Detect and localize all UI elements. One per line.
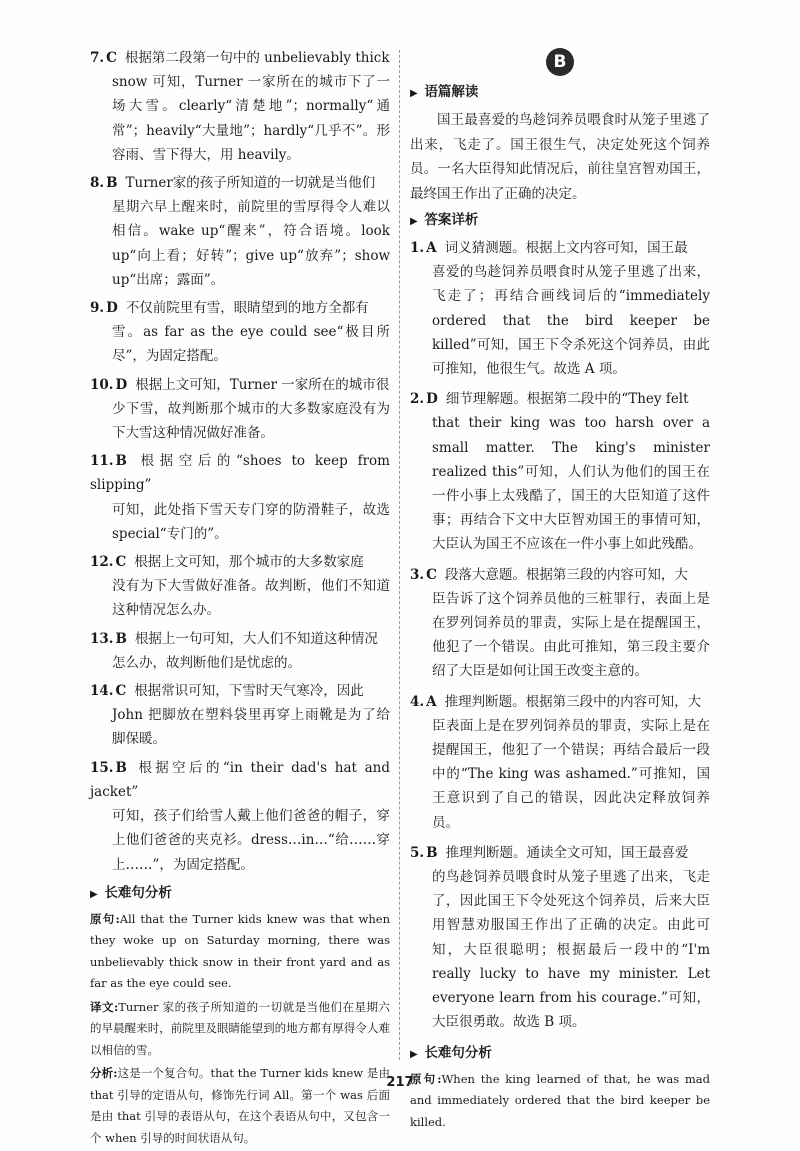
item-text-first: 细节理解题。根据第二段中的“They felt xyxy=(445,391,689,408)
item-text-rest: that their king was too harsh over a small matter. The king's minister realized this”可知，人们认为他们的国王在一件小事上太残酷了，国王的大臣知道了这件事；再结合下文中大臣智劝国王的事情可知，大臣认为国王不应该在一件小事上如此残酷。 xyxy=(432,415,710,553)
item-text-first: 根据空后的“shoes to keep from slipping” xyxy=(90,453,390,494)
item-text-rest: 的鸟趁饲养员喂食时从笼子里逃了出来，飞走了，因此国王下令处死这个饲养员，后来大臣用智慧劝服国王作出了正确的决定。由此可知，大臣很聪明；根据最后一段中的“I'm really lucky to have my minister. Let everyone learn from his courage.”可知，大臣很勇敢。故选 B 项。 xyxy=(432,869,710,1031)
column-divider xyxy=(399,50,400,1060)
item-text-first: 根据常识可知，下雪时天气寒冷，因此 xyxy=(134,683,364,700)
item-number: 4. xyxy=(410,693,425,710)
answer-item xyxy=(90,46,390,167)
item-number: 1. xyxy=(410,240,425,256)
item-text-rest: 可知，此处指下雪天专门穿的防滑鞋子，故选 special“专门的”。 xyxy=(112,501,390,542)
item-text-rest: 怎么办，故判断他们是忧虑的。 xyxy=(112,654,301,671)
item-number: 10. xyxy=(90,376,114,393)
item-number: 2. xyxy=(410,391,425,408)
item-number: 15. xyxy=(90,759,114,776)
right-analysis-heading: ▶ 长难句分析 xyxy=(410,1044,492,1061)
item-answer: B xyxy=(115,453,127,470)
left-original-sentence: 原句:All that the Turner kids knew was that when they woke up on Saturday morning, there was unbelievably thick snow in their front yard and as far as the eye could see. xyxy=(90,911,391,991)
item-text-rest: 雪。as far as the eye could see“极目所尽”，为固定搭配。 xyxy=(112,324,390,365)
left-answer-list xyxy=(90,46,390,877)
item-text-first: 不仅前院里有雪，眼睛望到的地方全都有 xyxy=(125,300,369,317)
item-answer: C xyxy=(426,566,437,583)
item-text-rest: 喜爱的鸟趁饲养员喂食时从笼子里逃了出来，飞走了；再结合画线词后的“immediately ordered that the bird keeper be killed”可知，国王下令杀死这个饲养员，由此可推知，他很生气。故选 A 项。 xyxy=(432,264,710,378)
item-text-rest: 臣表面上是在罗列饲养员的罪责，实际上是在提醒国王，他犯了一个错误；再结合最后一段中的“The king was ashamed.”可推知，国王意识到了自己的错误，因此决定释放饲养员。 xyxy=(432,717,710,831)
answer-item xyxy=(410,841,710,1035)
right-column xyxy=(410,46,710,1135)
arrow-bullet-icon: ▶ xyxy=(410,1048,418,1060)
passage-heading: ▶ 语篇解读 xyxy=(410,84,479,100)
item-text-first: 根据上一句可知，大人们不知道这种情况 xyxy=(134,630,378,647)
item-text-first: 推理判断题。根据第三段中的内容可知，大 xyxy=(444,693,702,710)
answer-item xyxy=(410,563,710,684)
left-analysis-heading: ▶ 长难句分析 xyxy=(90,884,172,901)
item-text-first: 根据第二段第一句中的 unbelievably thick xyxy=(124,50,390,66)
item-text-rest: 没有为下大雪做好准备。故判断，他们不知道这种情况怎么办。 xyxy=(112,578,390,619)
item-text-first: 词义猜测题。根据上文内容可知，国王最 xyxy=(444,240,688,256)
left-analysis: 分析:这是一个复合句。that the Turner kids knew 是由 that 引导的定语从句，修饰先行词 All。第一个 was 后面是由 that 引导的表语从句，在这个表语从句中，又包含一个 when 引导的时间状语从句。 xyxy=(90,1066,390,1145)
left-column xyxy=(90,46,390,1151)
answer-item xyxy=(410,690,710,835)
answer-item xyxy=(90,373,390,446)
arrow-bullet-icon: ▶ xyxy=(410,88,418,99)
item-text-first: Turner家的孩子所知道的一切就是当他们 xyxy=(125,175,376,192)
item-answer: C xyxy=(106,50,117,66)
item-text-first: 根据空后的“in their dad's hat and jacket” xyxy=(90,759,390,800)
passage-summary: 国王最喜爱的鸟趁饲养员喂食时从笼子里逃了出来，飞走了。国王很生气，决定处死这个饲养员。一名大臣得知此情况后，前往皇宫智劝国王，最终国王作出了正确的决定。 xyxy=(410,112,710,202)
item-number: 14. xyxy=(90,683,114,700)
item-text-rest: John 把脚放在塑料袋里再穿上雨靴是为了给脚保暖。 xyxy=(112,707,390,748)
item-text-rest: 可知，孩子们给雪人戴上他们爸爸的帽子，穿上他们爸爸的夹克衫。dress…in…“给……穿上……”，为固定搭配。 xyxy=(112,808,390,873)
answer-item xyxy=(90,627,390,675)
item-answer: C xyxy=(115,683,127,700)
arrow-bullet-icon: ▶ xyxy=(90,888,98,900)
item-text-first: 根据上文可知，Turner 一家所在的城市很 xyxy=(135,376,390,393)
item-text-first: 根据上文可知，那个城市的大多数家庭 xyxy=(134,554,364,571)
item-number: 11. xyxy=(90,453,114,470)
right-answer-list xyxy=(410,236,710,1035)
item-answer: A xyxy=(426,240,437,256)
item-answer: A xyxy=(426,693,437,710)
answer-item xyxy=(90,449,390,546)
item-number: 5. xyxy=(410,844,425,861)
item-answer: C xyxy=(115,554,127,571)
item-answer: B xyxy=(115,630,127,647)
answer-item xyxy=(90,679,390,752)
item-text-rest: 臣告诉了这个饲养员他的三桩罪行，表面上是在罗列饲养员的罪责，实际上是在提醒国王，他犯了一个错误。由此可推知，第三段主要介绍了大臣是如何让国王改变主意的。 xyxy=(432,590,710,680)
answer-item xyxy=(90,171,390,292)
item-text-first: 段落大意题。根据第三段的内容可知，大 xyxy=(444,566,688,583)
section-badge: B xyxy=(546,48,574,76)
answer-item xyxy=(410,236,710,381)
answer-item xyxy=(90,756,390,877)
item-number: 9. xyxy=(90,300,105,317)
item-text-first: 推理判断题。通读全文可知，国王最喜爱 xyxy=(445,844,689,861)
item-answer: D xyxy=(426,391,438,408)
answer-item xyxy=(90,550,390,623)
item-answer: D xyxy=(115,376,128,393)
item-number: 13. xyxy=(90,630,114,647)
item-number: 12. xyxy=(90,554,114,571)
item-number: 7. xyxy=(90,50,105,66)
item-answer: B xyxy=(115,759,127,776)
arrow-bullet-icon: ▶ xyxy=(410,216,418,227)
item-answer: B xyxy=(426,844,438,861)
page-number: 217 xyxy=(386,1075,414,1090)
right-original-sentence: 原句:When the king learned of that, he was mad and immediately ordered that the bird keeper be killed. xyxy=(410,1071,711,1129)
answer-item xyxy=(410,387,710,556)
item-text-rest: 少下雪，故判断那个城市的大多数家庭没有为下大雪这种情况做好准备。 xyxy=(112,400,390,442)
item-answer: B xyxy=(106,175,118,192)
item-number: 3. xyxy=(410,566,425,583)
item-text-rest: snow 可知，Turner 一家所在的城市下了一场大雪。clearly“清楚地”；normally“通常”；heavily“大量地”；hardly“几乎不”。形容雨、雪下得大，用 heavily。 xyxy=(112,74,390,163)
item-number: 8. xyxy=(90,175,105,192)
answer-item xyxy=(90,296,390,369)
item-text-rest: 星期六早上醒来时，前院里的雪厚得令人难以相信。wake up“醒来”，符合语境。look up“向上看；好转”；give up“放弃”；show up“出席；露面”。 xyxy=(112,199,390,288)
answers-heading: ▶ 答案详析 xyxy=(410,212,479,228)
item-answer: D xyxy=(106,300,118,317)
left-translation: 译文:Turner 家的孩子所知道的一切就是当他们在星期六的早晨醒来时，前院里及眼睛能望到的地方都有厚得令人难以相信的雪。 xyxy=(90,999,391,1057)
